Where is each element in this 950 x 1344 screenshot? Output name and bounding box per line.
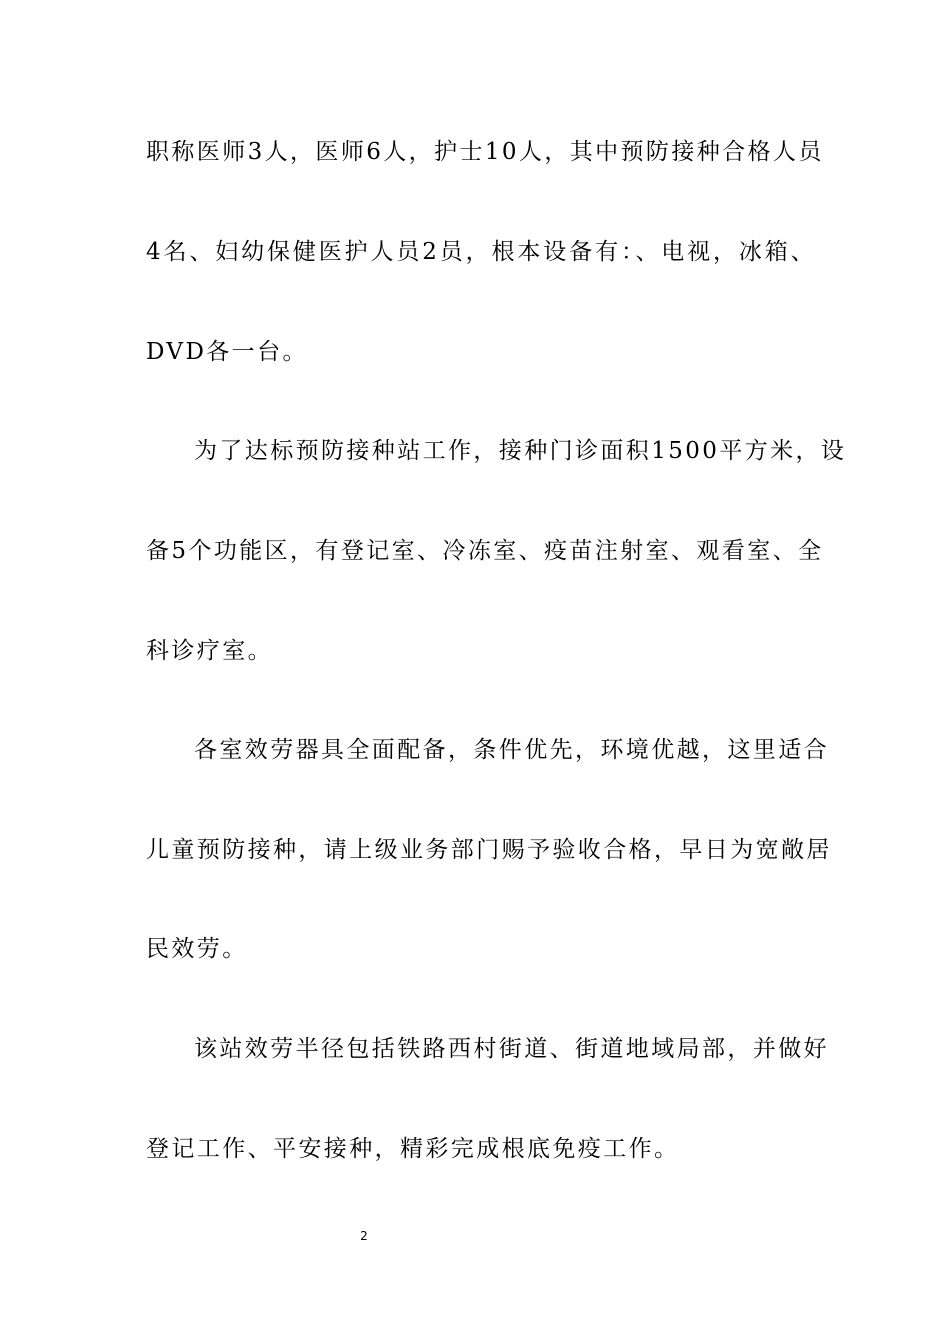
paragraph-2-line-2: 备5个功能区，有登记室、冷冻室、疫苗注射室、观看室、全 — [146, 538, 824, 564]
paragraph-4-line-2: 登记工作、平安接种，精彩完成根底免疫工作。 — [146, 1136, 680, 1162]
paragraph-1-line-2: 4名、妇幼保健医护人员2员，根本设备有：、电视，冰箱、 — [146, 239, 816, 265]
paragraph-3-line-1: 各室效劳器具全面配备，条件优先，环境优越，这里适合 — [194, 737, 829, 763]
paragraph-3-line-2: 儿童预防接种，请上级业务部门赐予验收合格，早日为宽敞居 — [146, 837, 832, 863]
paragraph-3-line-3: 民效劳。 — [146, 936, 248, 962]
paragraph-2-line-1: 为了达标预防接种站工作，接种门诊面积1500平方米，设 — [194, 438, 847, 464]
paragraph-4-line-1: 该站效劳半径包括铁路西村街道、街道地域局部，并做好 — [194, 1036, 829, 1062]
paragraph-2-line-3: 科诊疗室。 — [146, 638, 273, 664]
paragraph-1-line-1: 职称医师3人，医师6人，护士10人，其中预防接种合格人员 — [146, 139, 824, 165]
paragraph-1-line-3: DVD各一台。 — [146, 339, 308, 365]
page-number: 2 — [360, 1229, 368, 1243]
